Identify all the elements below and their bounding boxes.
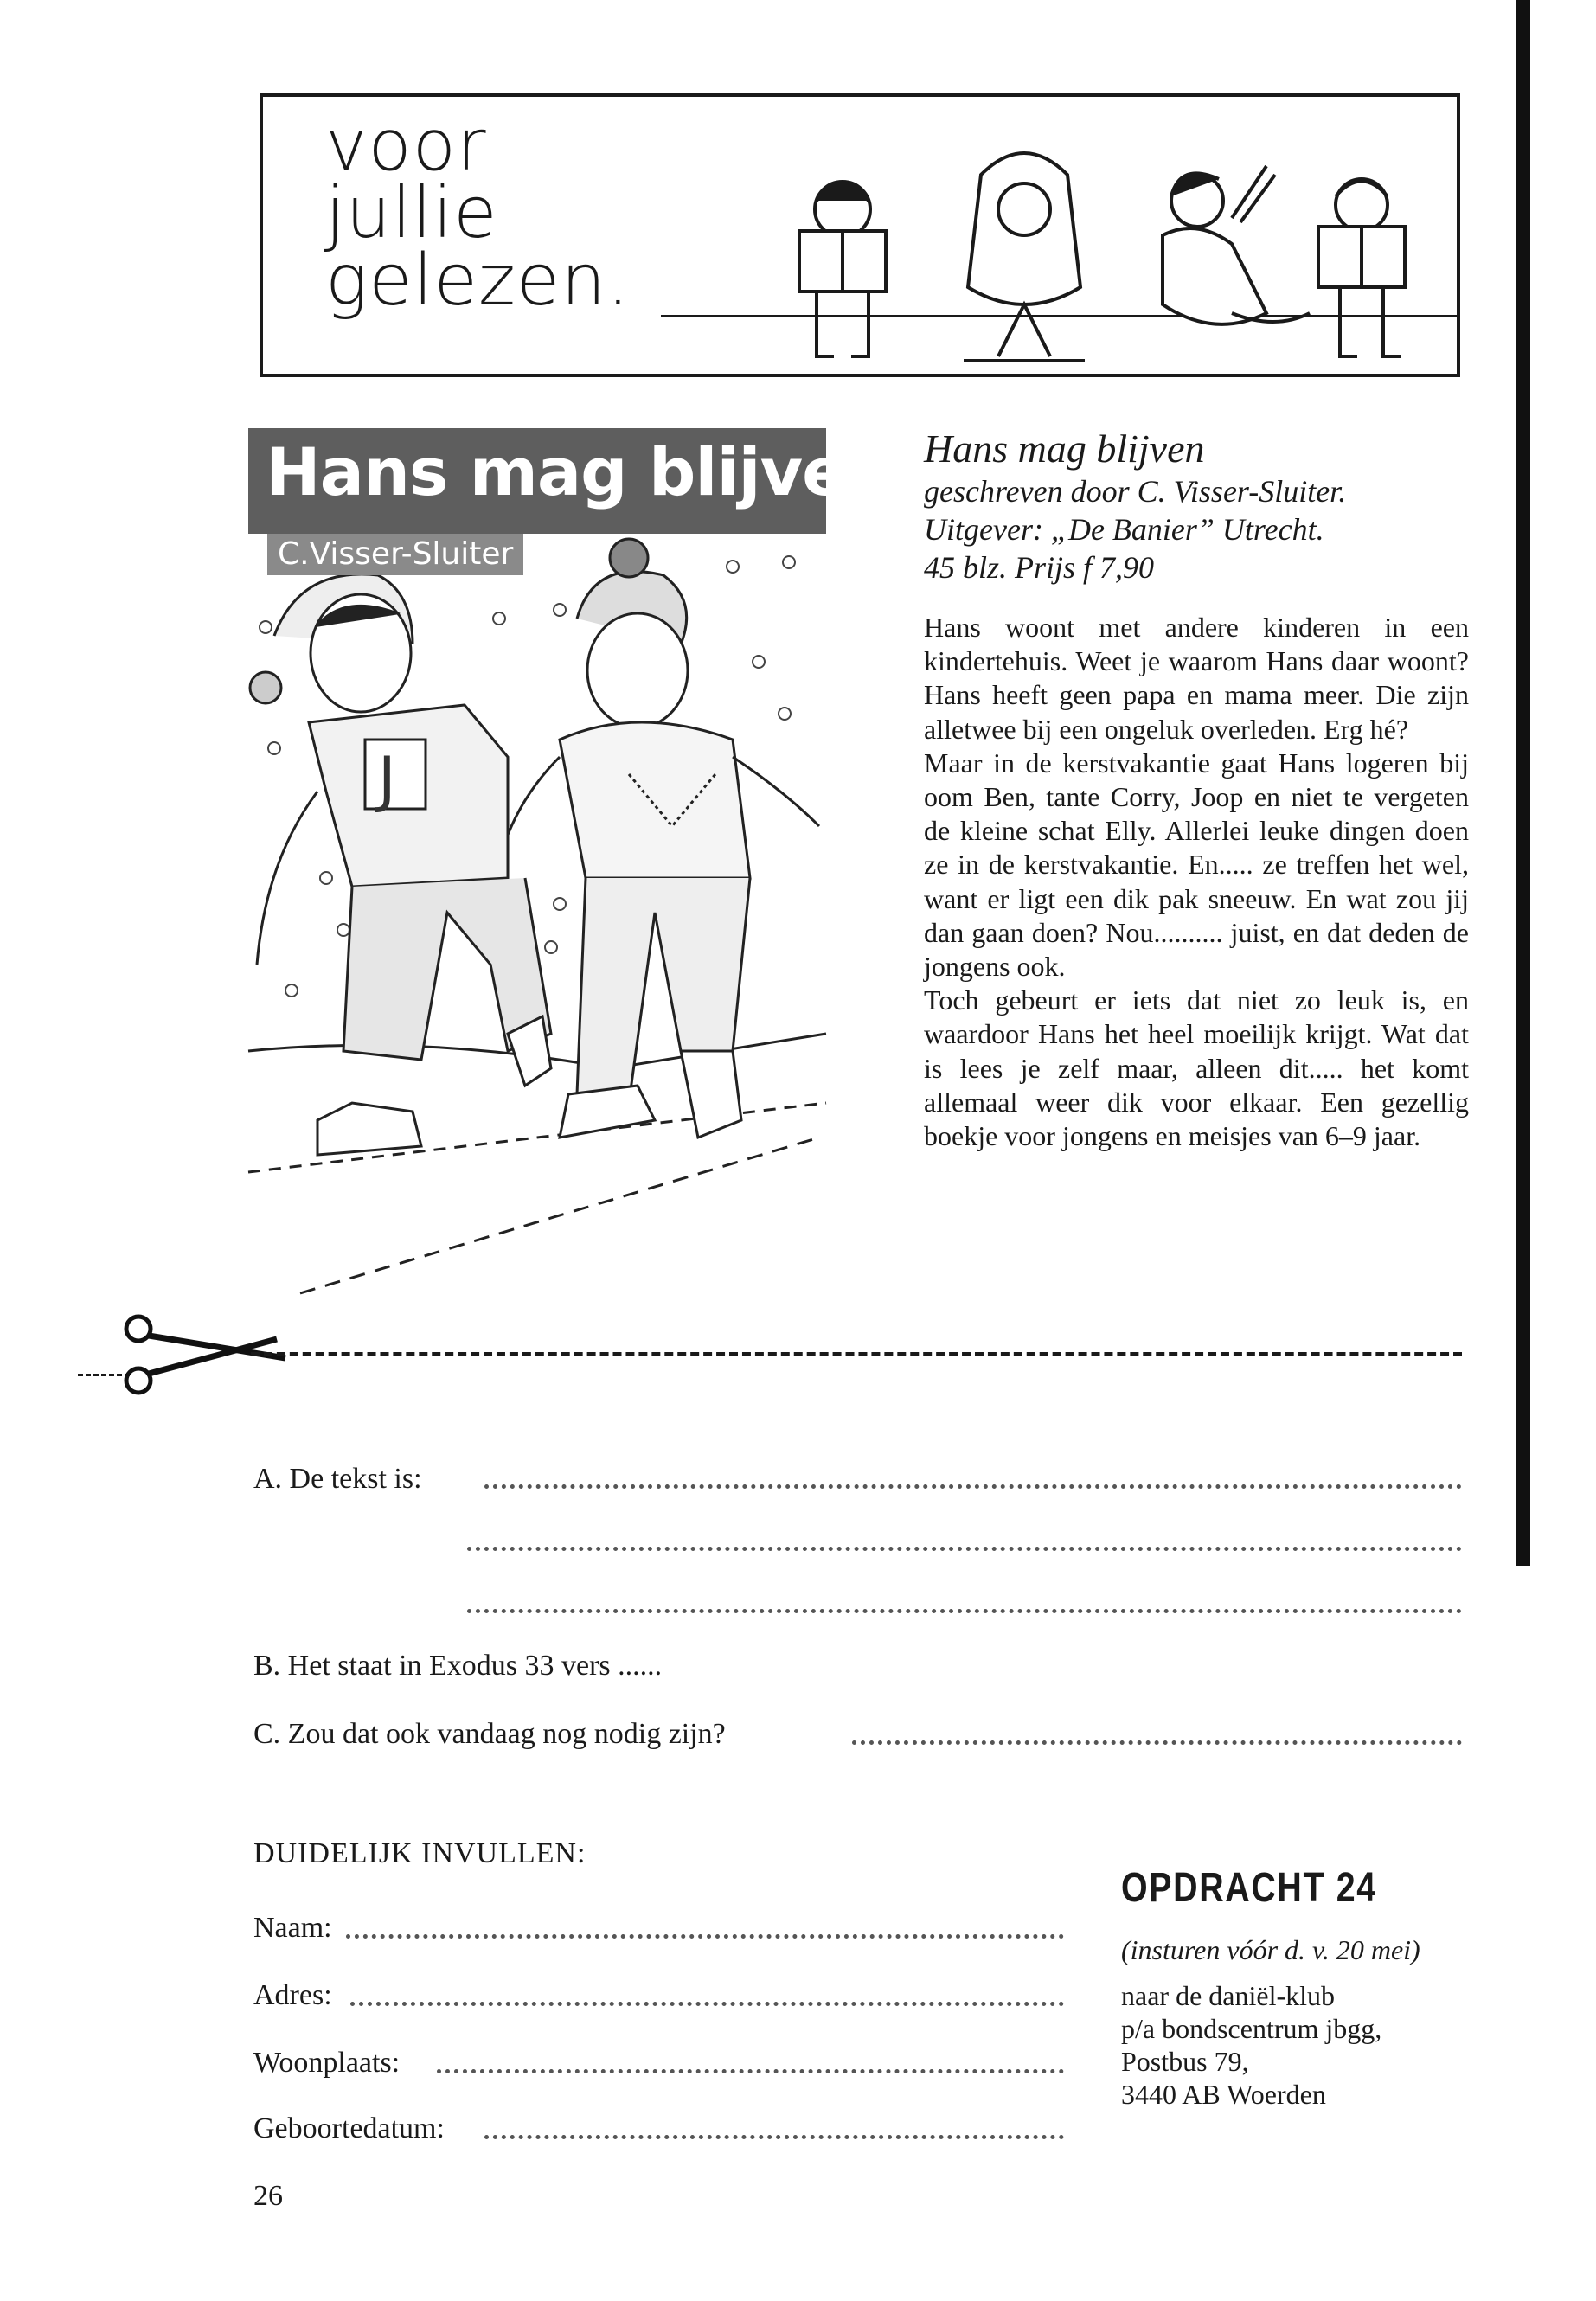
assignment-address: [1121, 1979, 1381, 2111]
answer-a-line-2[interactable]: [467, 1540, 1462, 1551]
city-label: Woonplaats:: [253, 2047, 401, 2079]
birthdate-field[interactable]: [484, 2128, 1064, 2139]
children-reading-illustration: [747, 114, 1457, 374]
answer-a-line-1[interactable]: [484, 1477, 1462, 1489]
review-paragraph: Hans woont met andere kinderen in een kindertehuis. Weet je waarom Hans daar woont? Hans heeft geen papa en mama meer. Die zijn alletwee bij een ongeluk overleden. Erg hé?: [924, 612, 1469, 745]
answer-c-line[interactable]: [852, 1734, 1462, 1745]
address-field[interactable]: [350, 1995, 1064, 2006]
name-label: Naam:: [253, 1912, 332, 1944]
assignment-deadline: (insturen vóór d. v. 20 mei): [1121, 1934, 1420, 1965]
name-field[interactable]: [346, 1927, 1064, 1939]
header-banner: [260, 93, 1460, 377]
address-line: 3440 AB Woerden: [1121, 2079, 1326, 2110]
banner-title: [325, 105, 631, 322]
cover-title: Hans mag blijven: [266, 433, 892, 510]
address-line: naar de daniël-klub: [1121, 1980, 1335, 2011]
form-heading: DUIDELIJK INVULLEN:: [253, 1837, 586, 1869]
svg-text:J: J: [378, 744, 396, 815]
banner-title-line-1: voor: [325, 105, 487, 187]
address-line: Postbus 79,: [1121, 2046, 1249, 2077]
review-body: [924, 611, 1469, 1153]
banner-title-line-2: jullie: [325, 172, 498, 254]
assignment-title: OPDRACHT 24: [1121, 1865, 1377, 1911]
answer-a-line-3[interactable]: [467, 1602, 1462, 1613]
city-field[interactable]: [437, 2062, 1064, 2073]
address-label: Adres:: [253, 1979, 332, 2011]
question-b: B. Het staat in Exodus 33 vers ......: [253, 1650, 663, 1682]
review-paragraph: Toch gebeurt er iets dat niet zo leuk is, en waardoor Hans het heel moeilijk krijgt. Wat dat is lees je zelf maar, alleen dit..... het komt allemaal weer dik voor elkaar. Een gezellig boekje voor jongens en meisjes van 6–9 jaar.: [924, 984, 1469, 1152]
birthdate-label: Geboortedatum:: [253, 2112, 445, 2144]
question-c: C. Zou dat ook vandaag nog nodig zijn?: [253, 1718, 726, 1750]
book-cover: [248, 428, 892, 1293]
banner-title-line-3: gelezen.: [325, 240, 631, 322]
book-title: Hans mag blijven: [924, 426, 1205, 471]
page-edge-bar: [1516, 0, 1530, 1566]
address-line: p/a bondscentrum jbgg,: [1121, 2013, 1382, 2044]
cut-line: [251, 1352, 1462, 1356]
review-paragraph: Maar in de kerstvakantie gaat Hans logeren bij oom Ben, tante Corry, Joop en niet te vergeten de kleine schat Elly. Allerlei leuke dingen doen ze in de kerstvakantie. En..... ze treffen het wel, want er ligt een dik pak sneeuw. En wat zou jij dan gaan doen? Nou.......... juist, en dat deden de jongens ook.: [924, 747, 1469, 983]
author-line: geschreven door C. Visser-Sluiter.: [924, 474, 1347, 509]
cover-author: C.Visser-Sluiter: [267, 534, 523, 575]
publisher-line: Uitgever: „De Banier” Utrecht.: [924, 512, 1324, 547]
question-a: A. De tekst is:: [253, 1463, 422, 1495]
page-number: 26: [253, 2180, 283, 2212]
book-review: [924, 426, 1469, 1153]
price-line: 45 blz. Prijs f 7,90: [924, 550, 1155, 585]
